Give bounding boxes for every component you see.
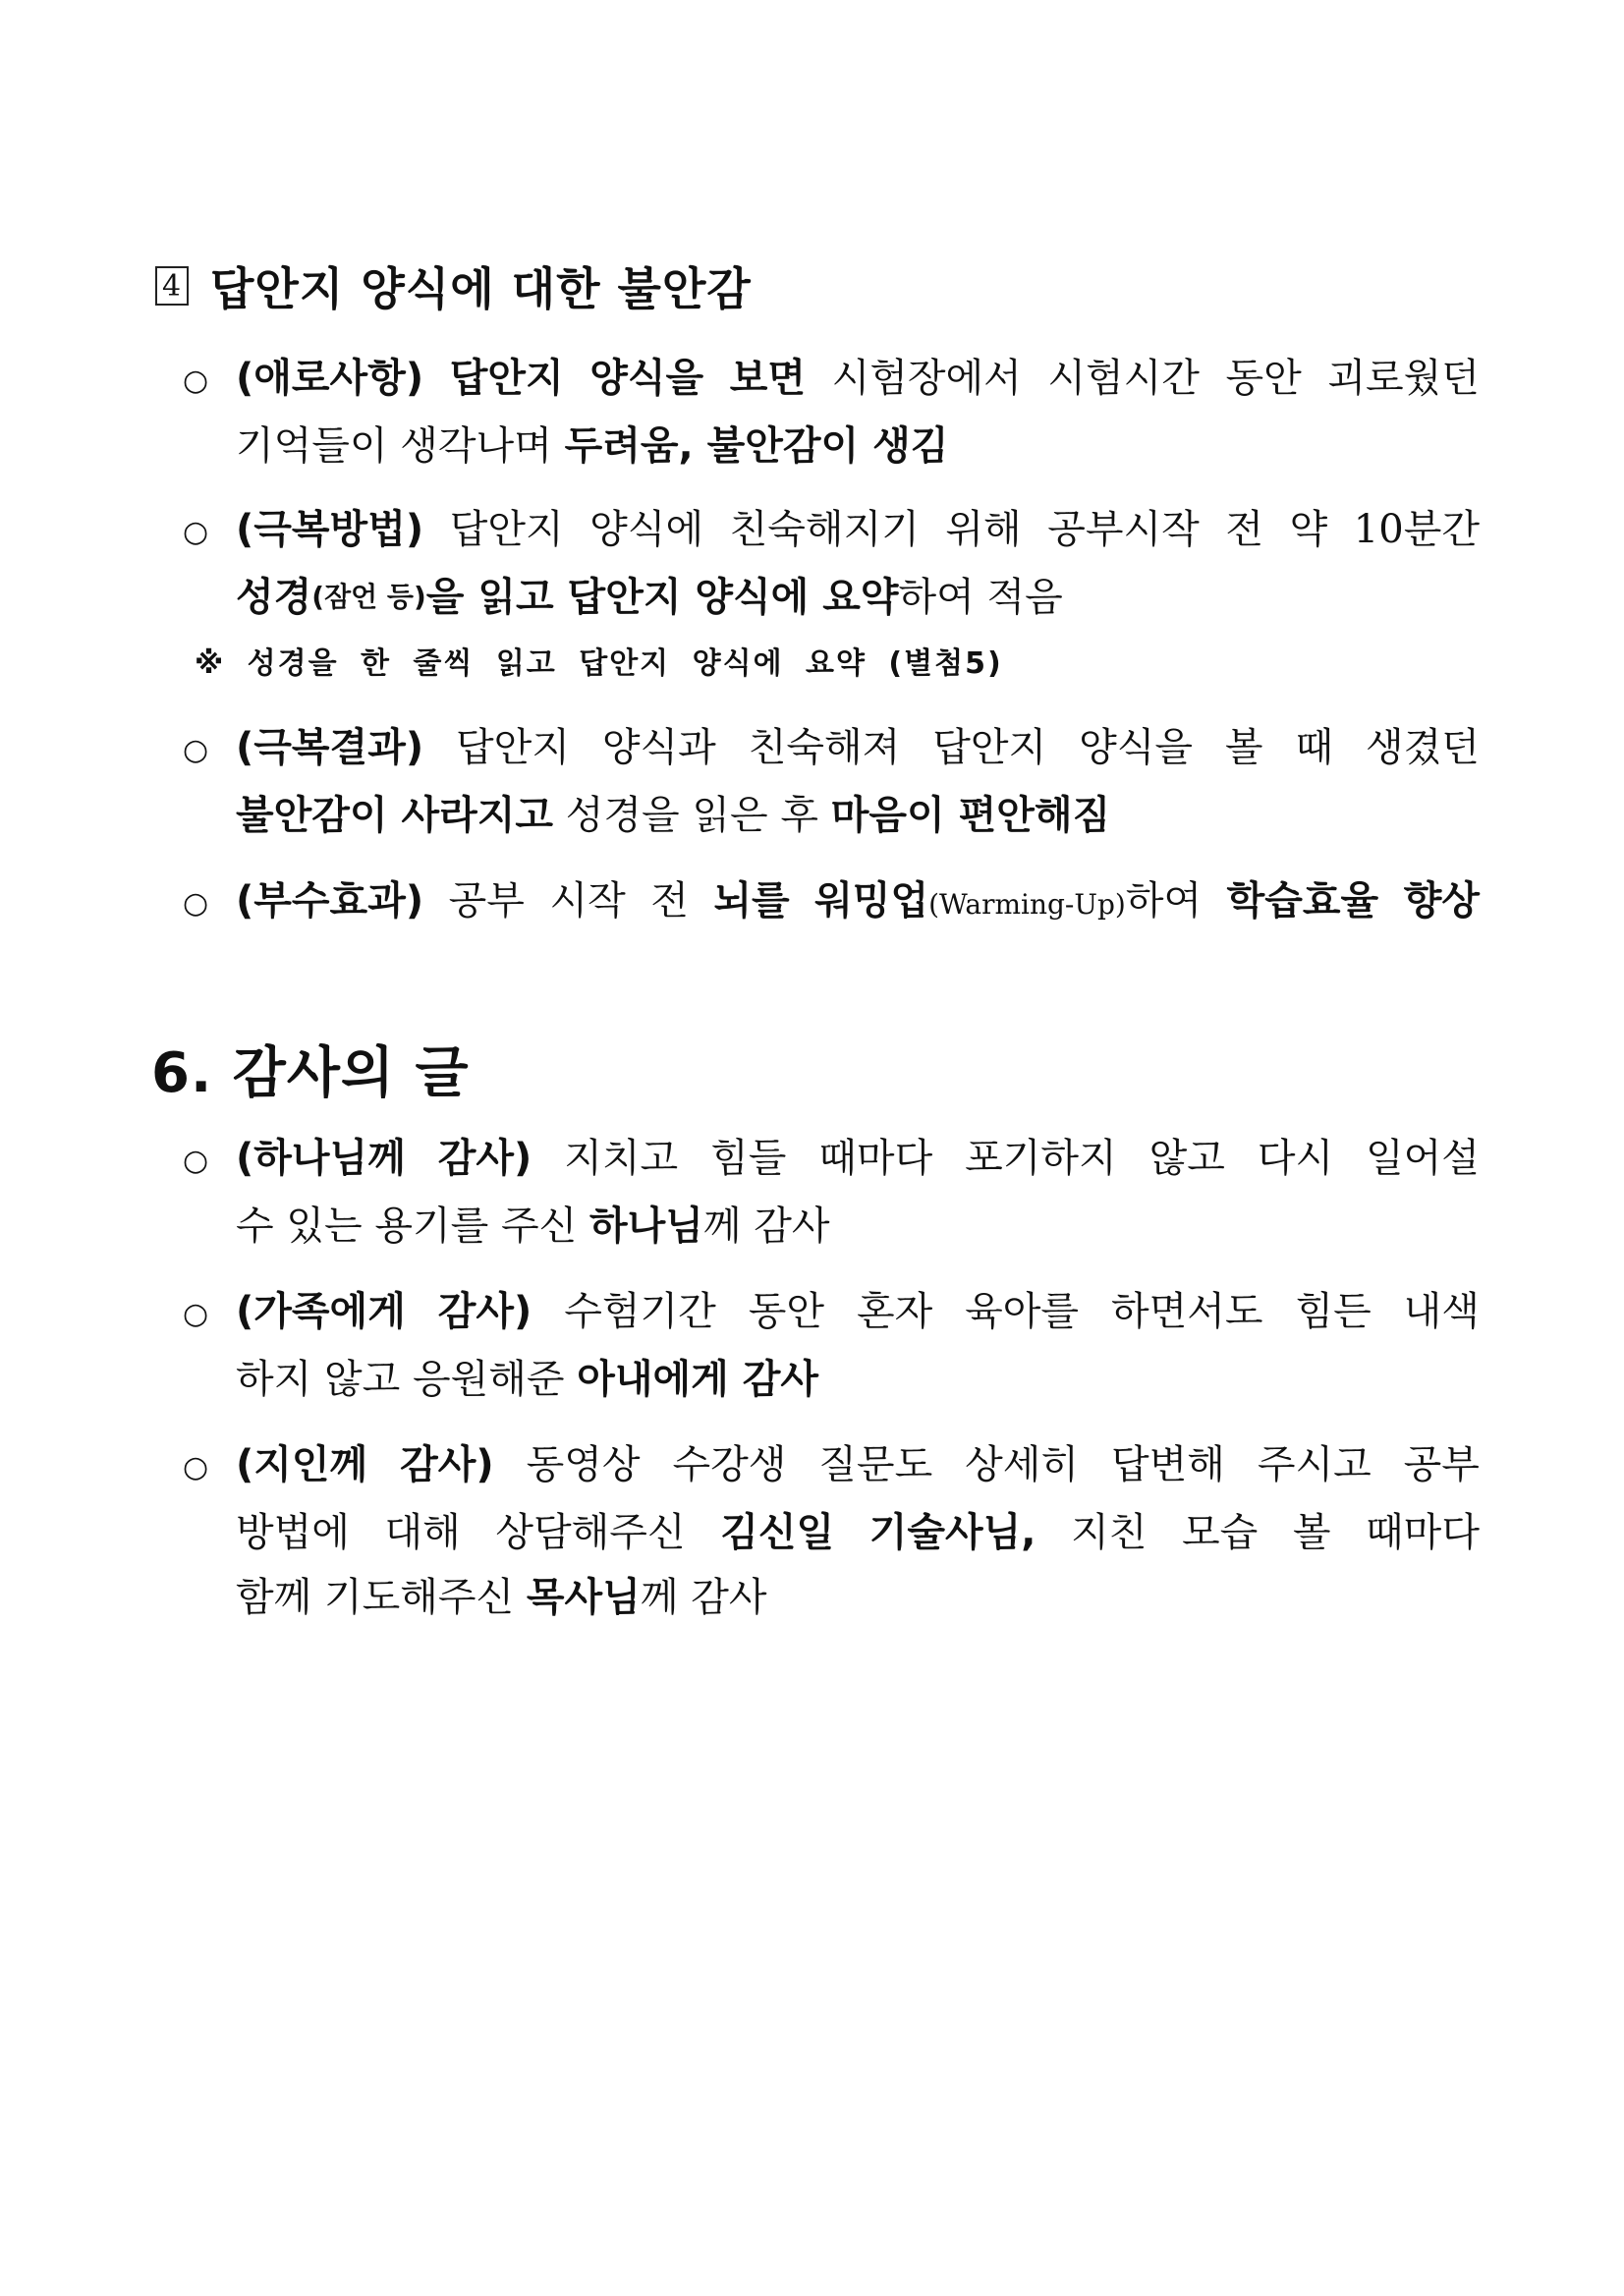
item-line: ○ (가족에게 감사) 수험기간 동안 혼자 육아를 하면서도 힘든 내색 [183,1279,1480,1347]
item-line: ○ (지인께 감사) 동영상 수강생 질문도 상세히 답변해 주시고 공부 [183,1432,1480,1500]
note-text: ※ 성경을 한 줄씩 읽고 답안지 양식에 요약 (별첨5) [195,646,1003,681]
boxed-number: 4 [155,266,189,306]
bullet-circle-icon: ○ [183,1450,209,1484]
list-item [183,1432,1480,1630]
item-line: ○ (부수효과) 공부 시작 전 뇌를 워밍업(Warming-Up)하여 학습효율 향상 [183,868,1480,937]
item-line: 성경 (잠언 등) 을 읽고 답안지 양식에 요약 하여 적음 [236,575,1063,620]
list-item [183,868,1480,937]
item-line: 기억들이 생각나며 두려움, 불안감이 생김 [236,423,949,469]
warming-up-text: 워밍업(Warming-Up)하여 [814,878,1203,924]
item-line: ○ (애로사항) 답안지 양식을 보면 시험장에서 시험시간 동안 괴로웠던 [183,346,1480,414]
item-line: 하지 않고 응원해준 아내에게 감사 [236,1357,819,1402]
bullet-circle-icon: ○ [183,733,209,767]
section-heading: 6. 감사의 글 [151,1041,470,1105]
item-line: 함께 기도해주신 목사님 께 감사 [236,1575,767,1620]
subsection-heading [155,253,752,318]
bullet-circle-icon: ○ [183,1144,209,1178]
item-line: ○ (하나님께 감사) 지치고 힘들 때마다 포기하지 않고 다시 일어설 [183,1126,1480,1194]
subsection-title: 답안지 양식에 대한 불안감 [210,262,752,315]
list-item [183,715,1480,848]
item-line: ○ (극복결과) 답안지 양식과 친숙해져 답안지 양식을 볼 때 생겼던 [183,715,1480,783]
bullet-circle-icon: ○ [183,1297,209,1331]
item-line: 불안감이 사라지고 성경을 읽은 후 마음이 편안해짐 [236,793,1111,838]
list-item [183,1279,1480,1412]
item-line: 수 있는 용기를 주신 하나님 께 감사 [236,1204,830,1249]
list-item [183,1126,1480,1259]
item-line: 방법에 대해 상담해주신 김신일 기술사님, 지친 모습 볼 때마다 [236,1510,1480,1555]
bullet-circle-icon: ○ [183,364,209,398]
bullet-circle-icon: ○ [183,515,209,549]
list-item [183,346,1480,478]
bullet-circle-icon: ○ [183,886,209,921]
item-line: ○ (극복방법) 답안지 양식에 친숙해지기 위해 공부시작 전 약 10분간 [183,497,1480,565]
list-item [183,497,1480,630]
